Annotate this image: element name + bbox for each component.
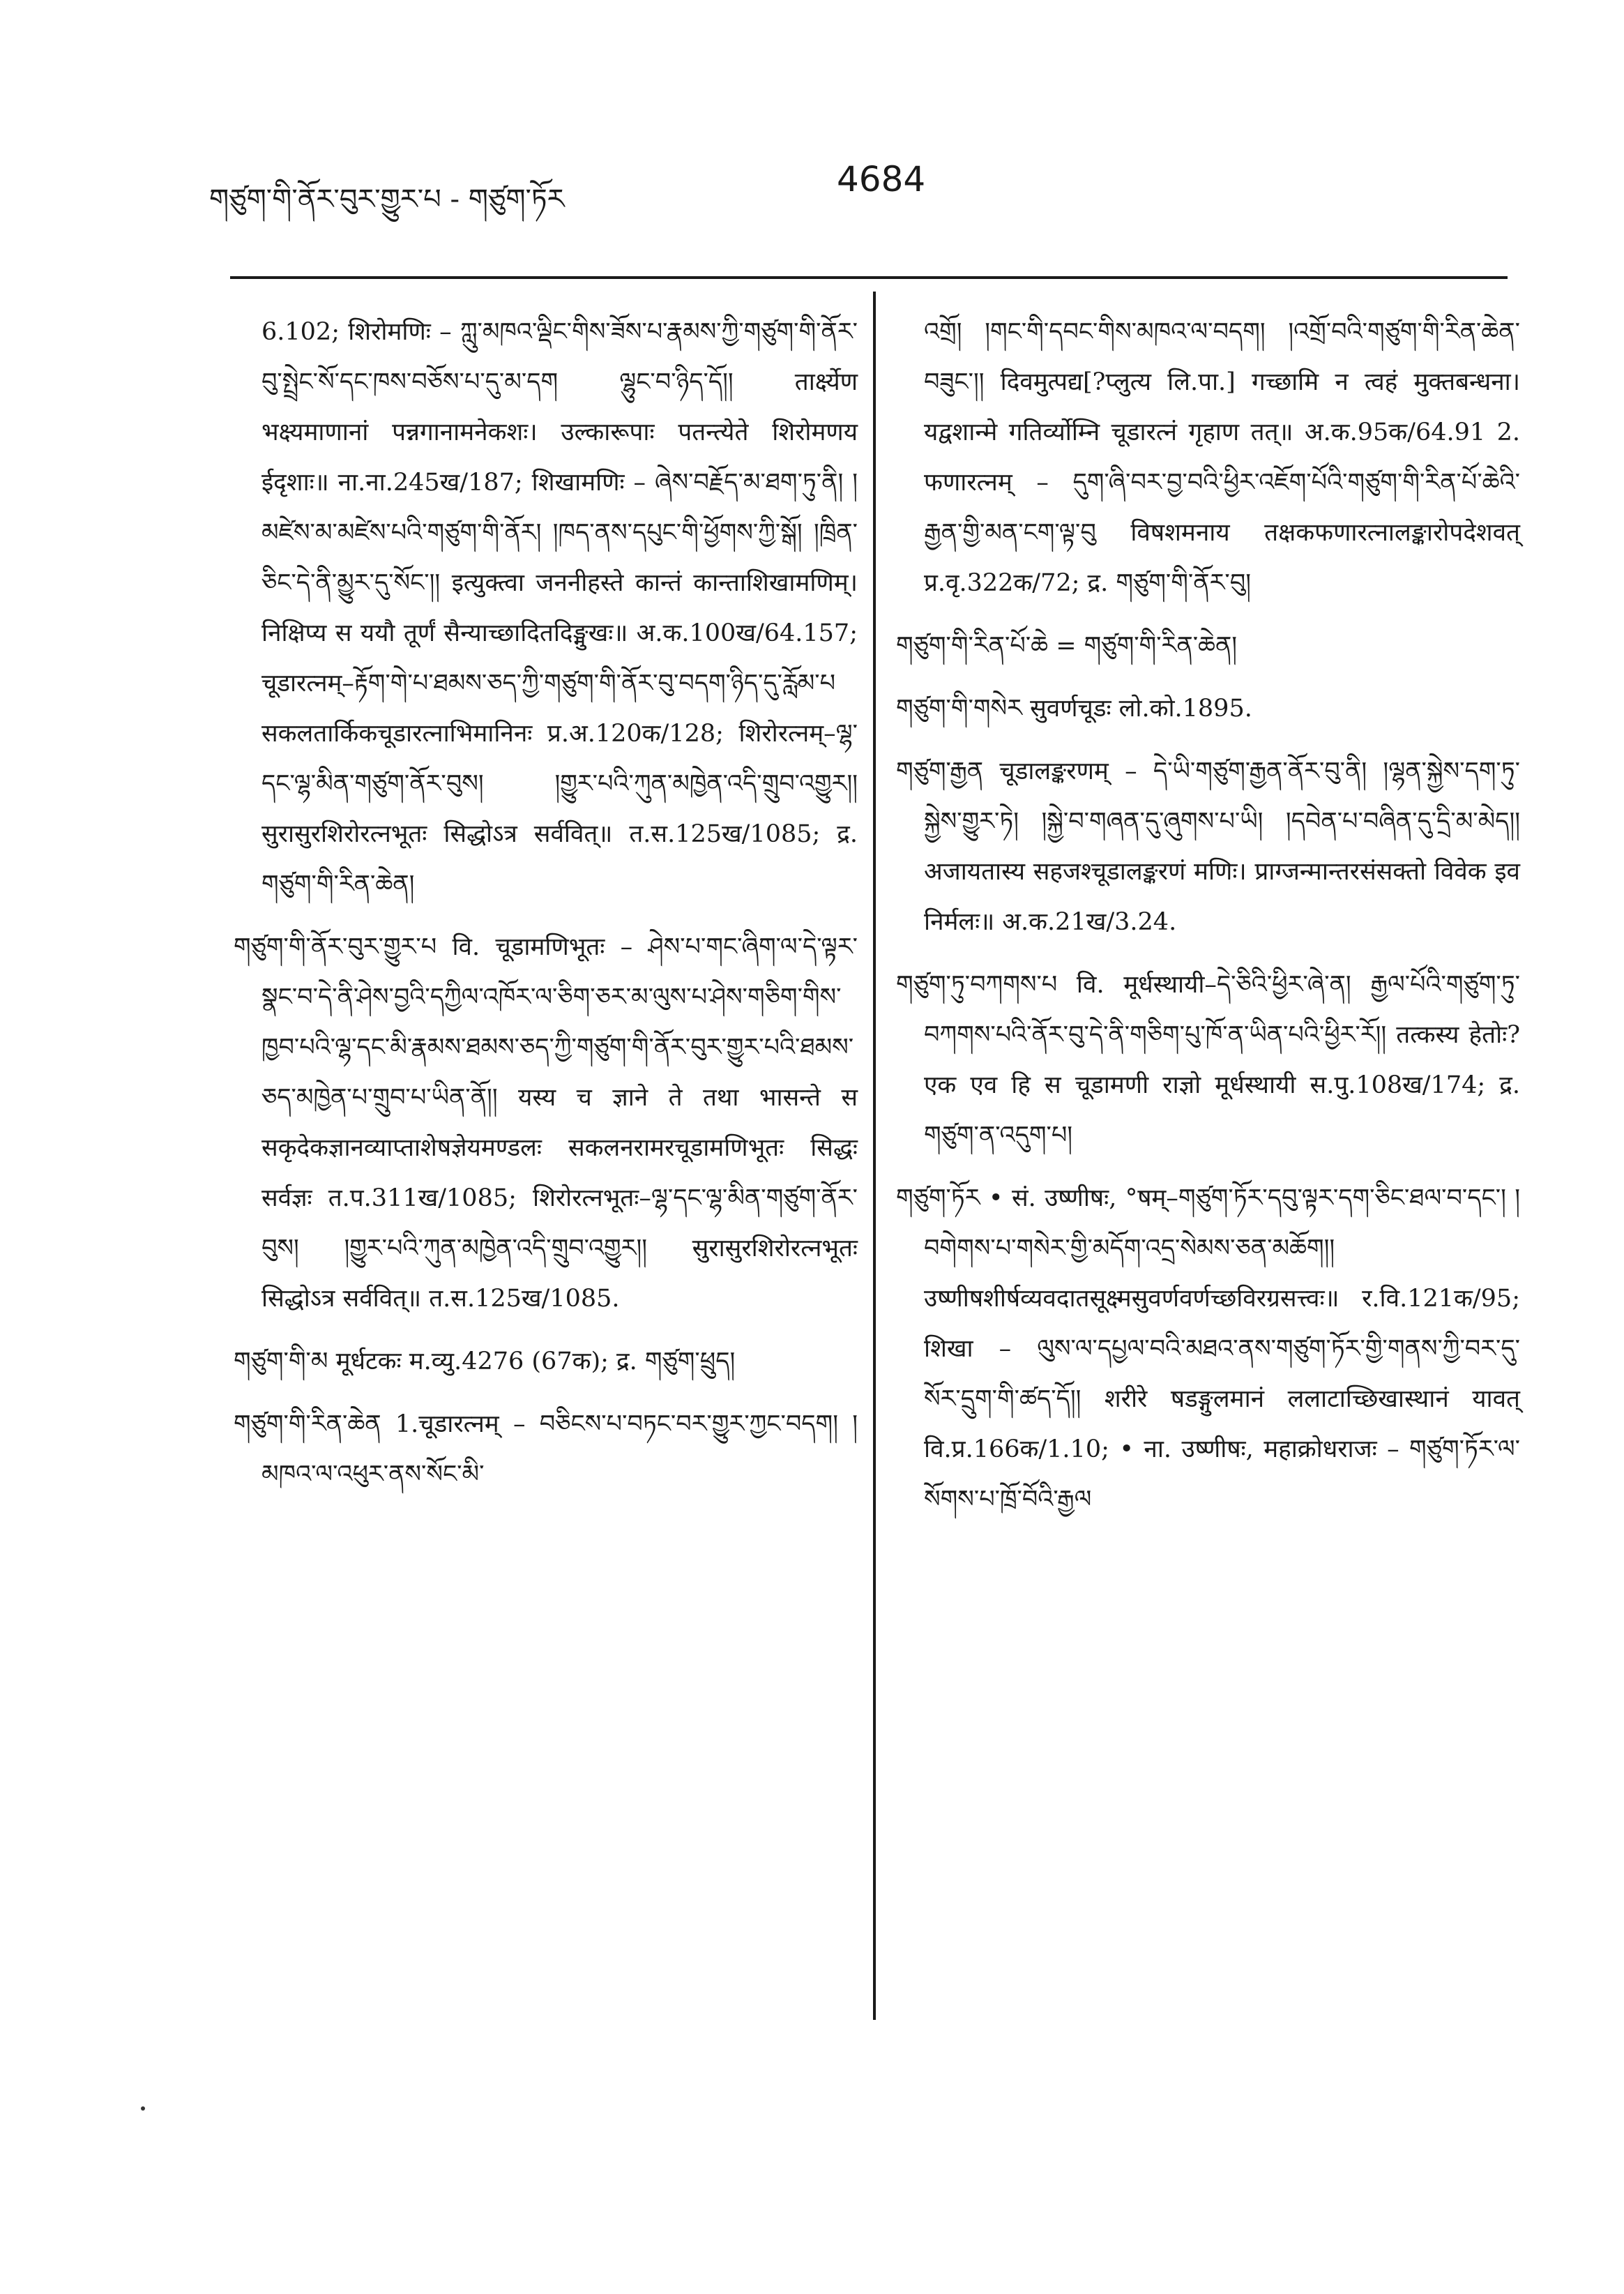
dictionary-entry: གཙུག་རྒྱན चूडालङ्करणम् – དེ་ཡི་གཙུག་རྒྱན་ནོར་བུ་ནི། །ལྷན་སྐྱེས་དག་ཏུ་སྐྱེས་གྱུར་ཏེ། །སྐྱེ་བ་གཞན་དུ་ཞུགས་པ་ཡི། །དབེན་པ་བཞིན་དུ་དྲི་མ་མེད།། अजायतास्य सहजश्चूडालङ्करणं मणिः। प्राग्जन्मान्तरसंसक्तो विवेक इव निर्मलः॥ अ.क.21ख/3.24.: [896, 757, 1520, 936]
stray-ink-mark: [141, 2106, 145, 2111]
dictionary-entry: གཙུག་གི་མ मूर्धटकः म.व्यु.4276 (67क); द्र. གཙུག་ཕྲུད།: [234, 1348, 736, 1375]
dictionary-entry: གཙུག་ཏུ་བཀགས་པ वि. मूर्धस्थायी–དེ་ཅིའི་ཕྱིར་ཞེ་ན། རྒྱལ་པོའི་གཙུག་ཏུ་བཀགས་པའི་ནོར་བུ་དེ་ནི་གཅིག་པུ་ཁོ་ན་ཡིན་པའི་ཕྱིར་རོ།། तत्कस्य हेतोः? एक एव हि स चूडामणी राज्ञो मूर्धस्थायी स.पु.108ख/174; द्र. གཙུག་ན་འདུག་པ།: [896, 971, 1520, 1149]
column-divider: [873, 292, 876, 2020]
left-column: [234, 307, 858, 1512]
running-head: གཙུག་གི་ནོར་བུར་གྱུར་པ - གཙུག་ཏོར: [209, 183, 565, 216]
dictionary-entry: གཙུག་གི་རིན་པོ་ཆེ = གཙུག་གི་རིན་ཆེན།: [896, 632, 1238, 660]
dictionary-entry: འགྲོ། །གང་གི་དབང་གིས་མཁའ་ལ་བདག། །འགྲོ་བའི་གཙུག་གི་རིན་ཆེན་བཟུང་།། दिवमुत्पद्य[?प्लुत्य लि.पा.] गच्छामि न त्वहं मुक्तबन्धना। यद्वशान्मे गतिर्व्योम्नि चूडारत्नं गृहाण तत्॥ अ.क.95क/64.91 2. फणारत्नम् – དུག་ཞི་བར་བྱ་བའི་ཕྱིར་འཇོག་པོའི་གཙུག་གི་རིན་པོ་ཆེའི་རྒྱན་གྱི་མན་ངག་ལྟ་བུ विषशमनाय तक्षकफणारत्नालङ्कारोपदेशवत् प्र.वृ.322क/72; द्र. གཙུག་གི་ནོར་བུ།: [924, 318, 1520, 597]
dictionary-entry: གཙུག་ཏོར • सं. उष्णीषः, °षम्–གཙུག་ཏོར་དབུ་ལྟར་དག་ཅིང་ཐལ་བ་དང་། །བགེགས་པ་གསེར་གྱི་མདོག་འདྲ་སེམས་ཅན་མཆོག།། उष्णीषशीर्षव्यवदातसूक्ष्मसुवर्णवर्णच्छविरग्रसत्त्वः॥ र.वि.121क/95; शिखा – ལུས་ལ་དཔྱལ་བའི་མཐའ་ནས་གཙུག་ཏོར་གྱི་གནས་ཀྱི་བར་དུ་སོར་དྲུག་གི་ཚད་དོ།། शरीरे षडङ्गुलमानं ललाटाच्छिखास्थानं यावत् वि.प्र.166क/1.10; • ना. उष्णीषः, महाक्रोधराजः – གཙུག་ཏོར་ལ་སོགས་པ་ཁྲོ་བོའི་རྒྱལ: [896, 1184, 1520, 1514]
dictionary-entry: གཙུག་གི་ནོར་བུར་གྱུར་པ वि. चूडामणिभूतः – ཤེས་པ་གང་ཞིག་ལ་དེ་ལྟར་སྣང་བ་དེ་ནི་ཤེས་བྱའི་དཀྱིལ་འཁོར་ལ་ཅིག་ཅར་མ་ལུས་པ་ཤེས་གཅིག་གིས་ཁྱབ་པའི་ལྷ་དང་མི་རྣམས་ཐམས་ཅད་ཀྱི་གཙུག་གི་ནོར་བུར་གྱུར་པའི་ཐམས་ཅད་མཁྱེན་པ་གྲུབ་པ་ཡིན་ནོ།། यस्य च ज्ञाने ते तथा भासन्ते स सकृदेकज्ञानव्याप्ताशेषज्ञेयमण्डलः सकलनरामरचूडामणिभूतः सिद्धः सर्वज्ञः त.प.311ख/1085; शिरोरत्नभूतः–ལྷ་དང་ལྷ་མིན་གཙུག་ནོར་བུས། །གྱུར་པའི་ཀུན་མཁྱེན་འདི་གྲུབ་འགྱུར།། सुरासुरशिरोरत्नभूतः सिद्धोऽत्र सर्ववित्॥ त.स.125ख/1085.: [234, 933, 858, 1313]
dictionary-entry: གཙུག་གི་རིན་ཆེན 1.चूडारत्नम् – བཅིངས་པ་བཏང་བར་གྱུར་ཀྱང་བདག། །མཁའ་ལ་འཕུར་ནས་སོང་མི་: [234, 1410, 858, 1488]
page-header: [209, 159, 1520, 222]
dictionary-entry: 6.102; शिरोमणिः – ཀླུ་མཁའ་ལྡིང་གིས་ཟོས་པ་རྣམས་ཀྱི་གཙུག་གི་ནོར་བུ་སྤྲེང་སོ་དང་ཁས་བཅོས་པ་དུ་མ་དག ལྷུང་བ་ཉིད་དོ།། तार्क्ष्येण भक्ष्यमाणानां पन्नगानामनेकशः। उल्कारूपाः पतन्त्येते शिरोमणय ईदृशाः॥ ना.ना.245ख/187; शिखामणिः – ཞེས་བརྗོད་མ་ཐག་ཏུ་ནི། །མཛེས་མ་མཛེས་པའི་གཙུག་གི་ནོར། །ཁད་ནས་དཔུང་གི་ཕྱོགས་ཀྱི་སྒོ། །ཁྲིན་ཅིང་དེ་ནི་མྱུར་དུ་སོང་།། इत्युक्त्वा जननीहस्ते कान्तं कान्ताशिखामणिम्। निक्षिप्य स ययौ तूर्णं सैन्याच्छादितदिङ्मुखः॥ अ.क.100ख/64.157; चूडारत्नम्–རྟོག་གེ་པ་ཐམས་ཅད་ཀྱི་གཙུག་གི་ནོར་བུ་བདག་ཉིད་དུ་རློམ་པ सकलतार्किकचूडारत्नाभिमानिनः प्र.अ.120क/128; शिरोरत्नम्–ལྷ་དང་ལྷ་མིན་གཙུག་ནོར་བུས། །གྱུར་པའི་ཀུན་མཁྱེན་འདི་གྲུབ་འགྱུར།། सुरासुरशिरोरत्नभूतः सिद्धोऽत्र सर्ववित्॥ त.स.125ख/1085; द्र. གཙུག་གི་རིན་ཆེན།: [261, 318, 858, 898]
dictionary-entry: གཙུག་གི་གསེར सुवर्णचूडः लो.को.1895.: [896, 695, 1252, 723]
page-number: 4684: [837, 159, 926, 199]
right-column: [896, 307, 1520, 1537]
header-rule: [230, 276, 1508, 279]
